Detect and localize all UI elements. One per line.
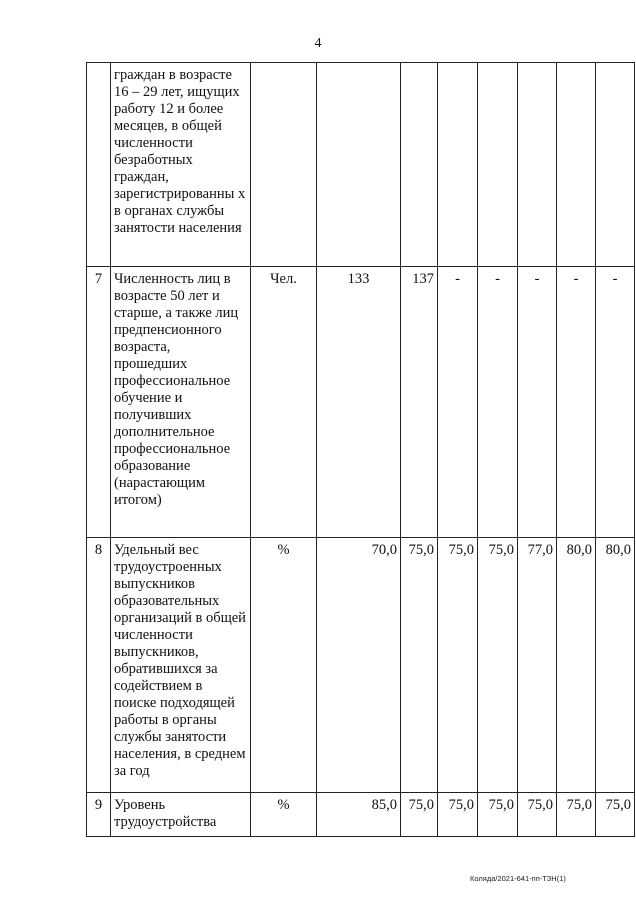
unit-cell: % bbox=[251, 538, 317, 793]
row-number bbox=[87, 63, 111, 267]
value-cell: - bbox=[557, 267, 596, 538]
value-cell: - bbox=[596, 267, 635, 538]
value-cell: 85,0 bbox=[317, 793, 401, 837]
row-number: 7 bbox=[87, 267, 111, 538]
value-cell: 75,0 bbox=[596, 793, 635, 837]
unit-cell: Чел. bbox=[251, 267, 317, 538]
value-cell: 77,0 bbox=[518, 538, 557, 793]
value-cell: 75,0 bbox=[478, 793, 518, 837]
value-cell bbox=[317, 63, 401, 267]
value-cell: - bbox=[518, 267, 557, 538]
value-cell: 75,0 bbox=[478, 538, 518, 793]
value-cell: 75,0 bbox=[438, 538, 478, 793]
value-cell: 70,0 bbox=[317, 538, 401, 793]
value-cell: 137 bbox=[401, 267, 438, 538]
value-cell: 75,0 bbox=[518, 793, 557, 837]
row-number: 9 bbox=[87, 793, 111, 837]
value-cell: - bbox=[438, 267, 478, 538]
value-cell bbox=[596, 63, 635, 267]
table-row bbox=[87, 793, 635, 837]
value-cell bbox=[401, 63, 438, 267]
row-number: 8 bbox=[87, 538, 111, 793]
unit-cell bbox=[251, 63, 317, 267]
table-row bbox=[87, 538, 635, 793]
page-number: 4 bbox=[314, 36, 322, 51]
value-cell bbox=[518, 63, 557, 267]
value-cell: 133 bbox=[317, 267, 401, 538]
unit-cell: % bbox=[251, 793, 317, 837]
document-code: Коляда/2021-641-пп-ТЗН(1) bbox=[470, 874, 566, 883]
value-cell: 75,0 bbox=[401, 793, 438, 837]
table-row bbox=[87, 63, 635, 267]
table-row bbox=[87, 267, 635, 538]
value-cell bbox=[438, 63, 478, 267]
value-cell: 75,0 bbox=[557, 793, 596, 837]
value-cell: 80,0 bbox=[596, 538, 635, 793]
value-cell bbox=[557, 63, 596, 267]
value-cell: 75,0 bbox=[401, 538, 438, 793]
indicator-name: граждан в возрасте 16 – 29 лет, ищущих работу 12 и более месяцев, в общей численности безработных граждан, зарегистрированны х в органах службы занятости населения bbox=[111, 63, 251, 267]
value-cell: - bbox=[478, 267, 518, 538]
indicator-name: Численность лиц в возрасте 50 лет и старше, а также лиц предпенсионного возраста, прошедших профессиональное обучение и получивших дополнительное профессиональное образование (нарастающим итогом) bbox=[111, 267, 251, 538]
value-cell: 80,0 bbox=[557, 538, 596, 793]
indicators-table bbox=[86, 62, 635, 837]
indicator-name: Уровень трудоустройства bbox=[111, 793, 251, 837]
indicator-name: Удельный вес трудоустроенных выпускников образовательных организаций в общей численности выпускников, обратившихся за содействием в поиске подходящей работы в органы службы занятости населения, в среднем за год bbox=[111, 538, 251, 793]
value-cell bbox=[478, 63, 518, 267]
value-cell: 75,0 bbox=[438, 793, 478, 837]
